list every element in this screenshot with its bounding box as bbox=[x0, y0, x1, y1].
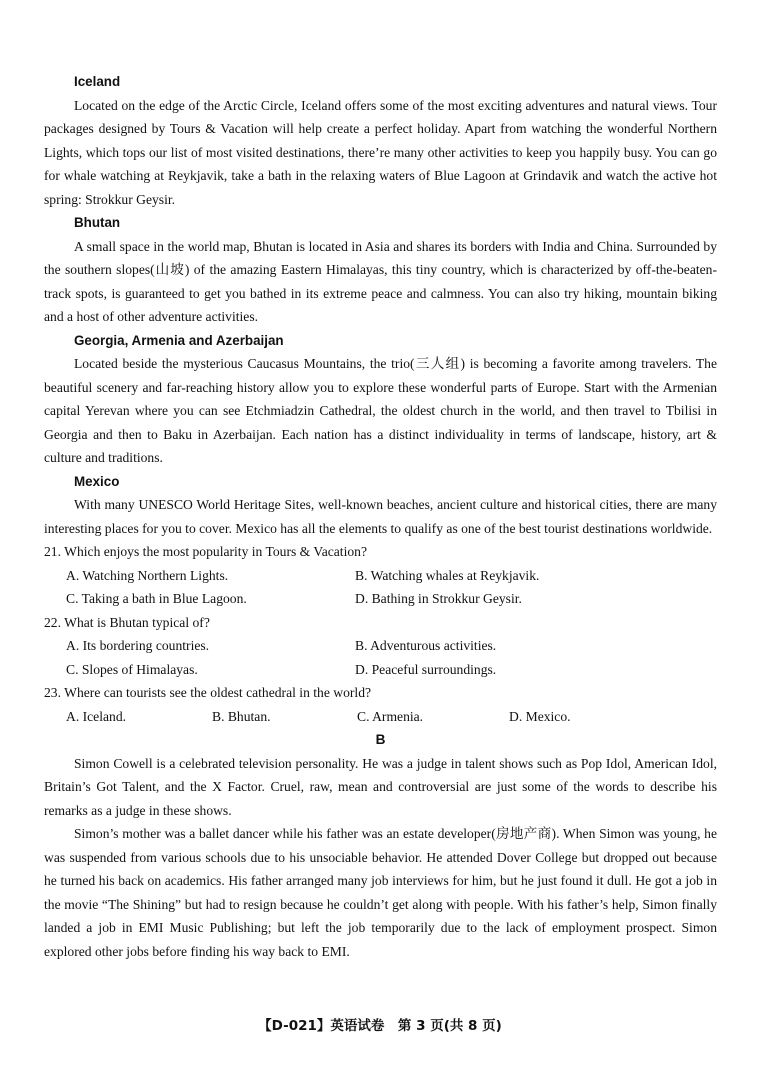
section-heading-iceland: Iceland bbox=[74, 74, 121, 89]
section-heading-georgia: Georgia, Armenia and Azerbaijan bbox=[74, 332, 284, 348]
paragraph-b-2: Simon’s mother was a ballet dancer while his father was an estate developer(房地产商). When Simon was young, he was suspended from various schools due to his unsociable behavior. He attended Dover College but dropped out because he turned his back on academics. His father arranged many job interviews for him, but he just found it dull. He got a job in the movie “The Shining” but had to resign because he couldn’t get along with people. With his father’s help, Simon finally landed a job in EMI Music Publishing; but left the job temporarily due to the lack of employment prospect. Simon explored other jobs before finding his way back to EMI. bbox=[44, 826, 717, 959]
question-22-option-c: C. Slopes of Himalayas. bbox=[66, 661, 198, 677]
question-23-option-c: C. Armenia. bbox=[357, 708, 424, 724]
question-21-option-d: D. Bathing in Strokkur Geysir. bbox=[355, 591, 522, 606]
question-23-options-row bbox=[44, 705, 717, 729]
question-22-option-b: B. Adventurous activities. bbox=[355, 638, 497, 653]
question-22-options-row-1 bbox=[44, 634, 717, 658]
question-22-option-a: A. Its bordering countries. bbox=[66, 638, 210, 653]
section-heading-mexico: Mexico bbox=[74, 473, 120, 489]
section-heading-bhutan: Bhutan bbox=[74, 215, 121, 230]
paragraph-mexico: With many UNESCO World Heritage Sites, well-known beaches, ancient culture and historical cities, there are many interesting places for you to cover. Mexico has all the elements to qualify as one of the best tourist destinations worldwide. bbox=[44, 497, 717, 536]
question-23-stem: 23. Where can tourists see the oldest cathedral in the world? bbox=[44, 685, 372, 700]
section-b-letter: B bbox=[375, 732, 386, 747]
question-22-options-row-2 bbox=[44, 658, 717, 682]
page-content bbox=[44, 70, 717, 963]
page-footer: 【D-021】英语试卷 第 3 页(共 8 页) bbox=[258, 1018, 502, 1034]
question-23-option-b: B. Bhutan. bbox=[212, 708, 271, 724]
question-21-stem: 21. Which enjoys the most popularity in Tours & Vacation? bbox=[44, 544, 367, 559]
question-21-option-a: A. Watching Northern Lights. bbox=[66, 567, 229, 583]
paragraph-georgia: Located beside the mysterious Caucasus Mountains, the trio(三人组) is becoming a favorite among travelers. The beautiful scenery and far-reaching history allow you to explore these wonderful parts of Europe. Start with the Armenian capital Yerevan where you can see Etchmiadzin Cathedral, the oldest church in the world, and then travel to Tbilisi in Georgia and then to Baku in Azerbaijan. Each nation has a distinct individuality in terms of landscape, history, art & culture and traditions. bbox=[44, 356, 717, 465]
question-21-options-row-2 bbox=[44, 587, 717, 611]
question-22-option-d: D. Peaceful surroundings. bbox=[355, 661, 497, 677]
question-23-option-d: D. Mexico. bbox=[509, 708, 571, 724]
question-22-stem: 22. What is Bhutan typical of? bbox=[44, 614, 210, 630]
question-21-option-c: C. Taking a bath in Blue Lagoon. bbox=[66, 591, 247, 606]
paragraph-iceland: Located on the edge of the Arctic Circle, Iceland offers some of the most exciting adventures and natural views. Tour packages designed by Tours & Vacation will help create a perfect holiday. Apart from watching the wonderful Northern Lights, which tops our list of most visited destinations, there’re many other activities to keep you happily busy. You can go for whale watching at Reykjavik, take a bath in the relaxing waters of Blue Lagoon at Grindavik and watch the active hot spring: Strokkur Geysir. bbox=[44, 97, 717, 207]
question-21-option-b: B. Watching whales at Reykjavik. bbox=[355, 567, 540, 583]
question-23-option-a: A. Iceland. bbox=[66, 708, 127, 724]
paragraph-b-1: Simon Cowell is a celebrated television personality. He was a judge in talent shows such as Pop Idol, American Idol, Britain’s Got Talent, and the X Factor. Cruel, raw, mean and controversial are just some of the words to describe his remarks as a judge in these shows. bbox=[44, 755, 717, 818]
paragraph-bhutan: A small space in the world map, Bhutan is located in Asia and shares its borders with India and China. Surrounded by the southern slopes(山坡) of the amazing Eastern Himalayas, this tiny country, which is characterized by off-the-beaten-track spots, is guaranteed to get you bathed in its extreme peace and calmness. You can also try hiking, mountain biking and a host of other adventure activities. bbox=[44, 238, 717, 324]
question-21-options-row-1 bbox=[44, 564, 717, 588]
